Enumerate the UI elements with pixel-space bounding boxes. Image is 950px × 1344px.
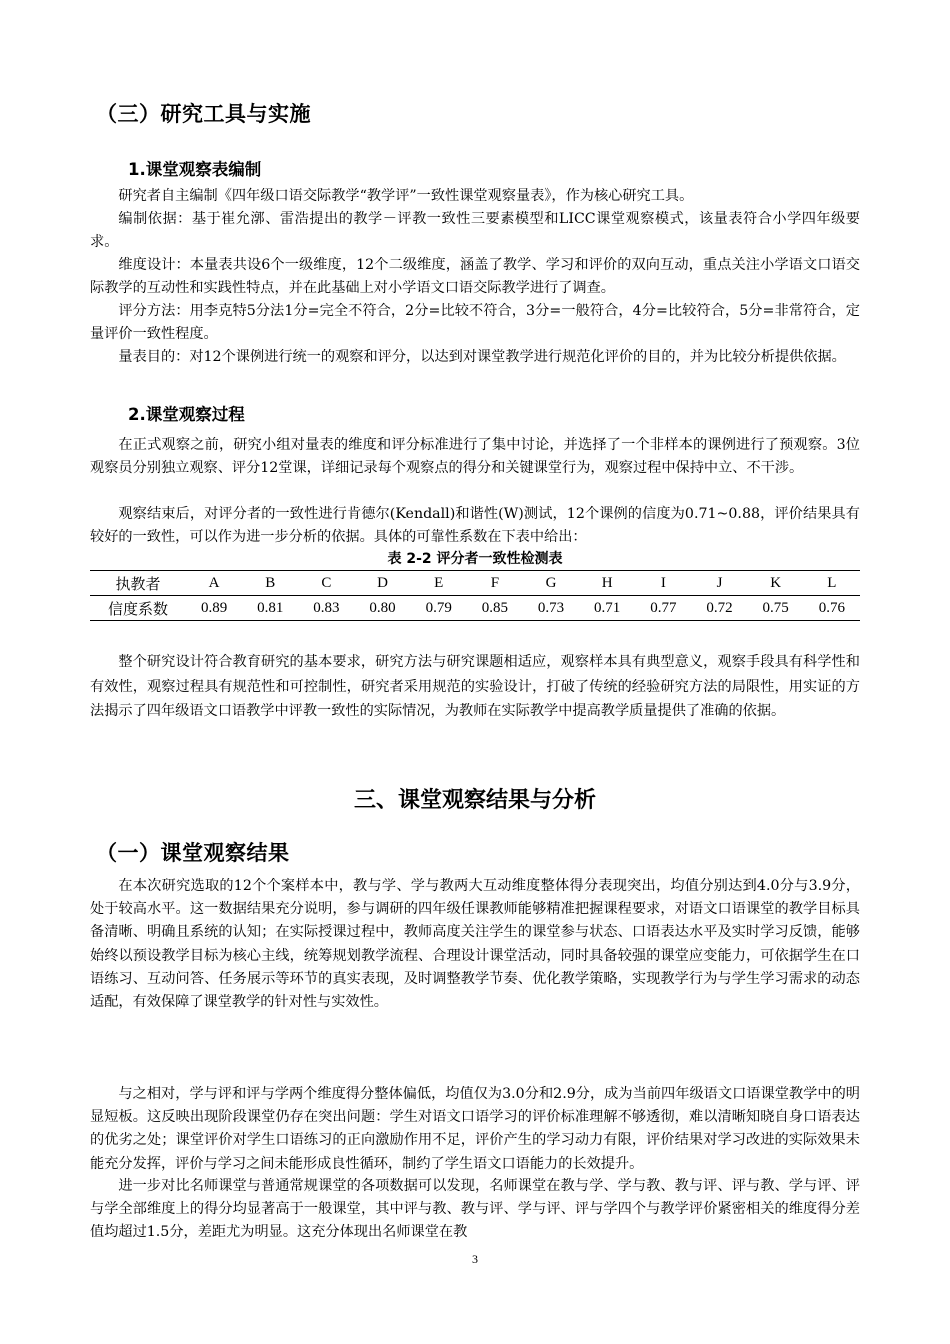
paragraph: 编制依据：基于崔允漷、雷浩提出的教学－评教一致性三要素模型和LICC课堂观察模式，该量表符合小学四年级要求。	[90, 211, 860, 251]
paragraph: 评分方法：用李克特5分法1分=完全不符合，2分=比较不符合，3分=一般符合，4分=比较符合，5分=非常符合，定量评价一致性程度。	[90, 303, 860, 343]
paragraph: 在本次研究选取的12个个案样本中，教与学、学与教两大互动维度整体得分表现突出，均值分别达到4.0分与3.9分，处于较高水平。这一数据结果充分说明，参与调研的四年级任课教师能够精准把握课程要求，对语文口语课堂的教学目标具备清晰、明确且系统的认知；在实际授课过程中，教师高度关注学生的课堂参与状态、口语表达水平及实时学习反馈，能够始终以预设教学目标为核心主线，统筹规划教学流程、合理设计课堂活动，同时具备较强的课堂应变能力，可依据学生在口语练习、互动问答、任务展示等环节的真实表现，及时调整教学节奏、优化教学策略，实现教学行为与学生学习需求的动态适配，有效保障了课堂教学的针对性与实效性。	[90, 878, 860, 1011]
coefficient-cell: 0.79	[411, 596, 467, 621]
section-heading-research-tools: （三）研究工具与实施	[96, 102, 311, 126]
teacher-cell: G	[523, 571, 579, 596]
paragraph: 观察结束后，对评分者的一致性进行肯德尔(Kendall)和谐性(W)测试，12个课例的信度为0.71~0.88，评价结果具有较好的一致性，可以作为进一步分析的依据。具体的可靠性系数在下表中给出：	[90, 506, 860, 546]
paragraph: 量表目的：对12个课例进行统一的观察和评分，以达到对课堂教学进行规范化评价的目的，并为比较分析提供依据。	[118, 349, 846, 365]
teacher-cell: L	[804, 571, 860, 596]
teacher-cell: J	[691, 571, 747, 596]
teacher-cell: B	[242, 571, 298, 596]
coefficient-cell: 0.72	[691, 596, 747, 621]
subheading-observation-form: 1.课堂观察表编制	[128, 160, 262, 179]
table-caption: 表 2-2 评分者一致性检测表	[387, 551, 563, 567]
paragraph: 整个研究设计符合教育研究的基本要求，研究方法与研究课题相适应，观察样本具有典型意义，观察手段具有科学性和有效性，观察过程具有规范性和可控制性，研究者采用规范的实验设计，打破了传统的经验研究方法的局限性，用实证的方法揭示了四年级语文口语教学中评教一致性的实际情况，为教师在实际教学中提高教学质量提供了准确的依据。	[90, 654, 860, 719]
paragraph: 进一步对比名师课堂与普通常规课堂的各项数据可以发现，名师课堂在教与学、学与教、教与评、评与教、学与评、评与学全部维度上的得分均显著高于一般课堂，其中评与教、教与评、学与评、评与学四个与教学评价紧密相关的维度得分差值均超过1.5分，差距尤为明显。这充分体现出名师课堂在教	[90, 1178, 860, 1241]
teacher-cell: H	[579, 571, 635, 596]
row-header-coefficient: 信度系数	[90, 596, 186, 621]
teacher-cell: F	[467, 571, 523, 596]
table-data-row	[90, 596, 860, 621]
section-heading-observation-results: （一）课堂观察结果	[96, 841, 290, 865]
paragraph: 研究者自主编制《四年级口语交际教学“教学评”一致性课堂观察量表》，作为核心研究工具。	[118, 188, 694, 204]
row-header-teacher: 执教者	[90, 571, 186, 596]
table-header-row	[90, 571, 860, 596]
reliability-table	[90, 570, 860, 621]
coefficient-cell: 0.85	[467, 596, 523, 621]
subheading-observation-process: 2.课堂观察过程	[128, 405, 245, 424]
teacher-cell: D	[354, 571, 410, 596]
chapter-heading: 三、课堂观察结果与分析	[353, 788, 596, 813]
coefficient-cell: 0.71	[579, 596, 635, 621]
teacher-cell: I	[635, 571, 691, 596]
coefficient-cell: 0.80	[354, 596, 410, 621]
coefficient-cell: 0.73	[523, 596, 579, 621]
paragraph: 与之相对，学与评和评与学两个维度得分整体偏低，均值仅为3.0分和2.9分，成为当前四年级语文口语课堂教学中的明显短板。这反映出现阶段课堂仍存在突出问题：学生对语文口语学习的评价标准理解不够透彻，难以清晰知晓自身口语表达的优劣之处；课堂评价对学生口语练习的正向激励作用不足，评价产生的学习动力有限，评价结果对学习改进的实际效果未能充分发挥，评价与学习之间未能形成良性循环，制约了学生语文口语能力的长效提升。	[90, 1086, 860, 1172]
coefficient-cell: 0.83	[298, 596, 354, 621]
teacher-cell: K	[748, 571, 804, 596]
paragraph: 维度设计：本量表共设6个一级维度，12个二级维度，涵盖了教学、学习和评价的双向互动，重点关注小学语文口语交际教学的互动性和实践性特点，并在此基础上对小学语文口语交际教学进行了调查。	[90, 257, 860, 297]
coefficient-cell: 0.75	[748, 596, 804, 621]
teacher-cell: C	[298, 571, 354, 596]
coefficient-cell: 0.77	[635, 596, 691, 621]
teacher-cell: A	[186, 571, 242, 596]
paragraph: 在正式观察之前，研究小组对量表的维度和评分标准进行了集中讨论，并选择了一个非样本的课例进行了预观察。3位观察员分别独立观察、评分12堂课，详细记录每个观察点的得分和关键课堂行为，观察过程中保持中立、不干涉。	[90, 437, 860, 477]
coefficient-cell: 0.89	[186, 596, 242, 621]
coefficient-cell: 0.81	[242, 596, 298, 621]
teacher-cell: E	[411, 571, 467, 596]
page-number: 3	[472, 1252, 478, 1266]
coefficient-cell: 0.76	[804, 596, 860, 621]
